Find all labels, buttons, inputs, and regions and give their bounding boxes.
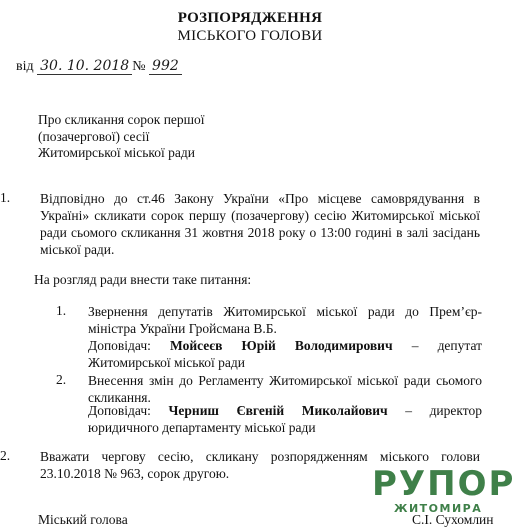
agenda-item-text: Звернення депутатів Житомирської міської ради до Прем’єр-міністра України Гройсмана В.Б. bbox=[88, 304, 482, 336]
date-line bbox=[16, 58, 182, 75]
signature-label: Міський голова bbox=[38, 512, 128, 527]
signature-name: С.І. Сухомлин bbox=[412, 512, 494, 527]
agenda-item-number: 1. bbox=[56, 303, 67, 318]
agenda-intro: На розгляд ради внести таке питання: bbox=[34, 272, 252, 287]
document-subtitle: МІСЬКОГО ГОЛОВИ bbox=[177, 28, 323, 44]
reporter-label: Доповідач: bbox=[88, 338, 151, 353]
watermark-logo bbox=[372, 464, 515, 526]
subject-line: Про скликання сорок першої bbox=[38, 112, 205, 127]
reporter-role: – директор юридичного департаменту міської ради bbox=[88, 403, 483, 435]
document-subject bbox=[38, 112, 205, 162]
document-title: РОЗПОРЯДЖЕННЯ bbox=[177, 10, 323, 26]
item-text: Вважати чергову сесію, скликану розпорядженням міського голови 23.10.2018 № 963, сорок другою. bbox=[40, 449, 480, 481]
agenda-item-text: Внесення змін до Регламенту Житомирської міської ради сьомого скликання. bbox=[88, 373, 482, 405]
reporter-role: – депутат Житомирської міської ради bbox=[88, 338, 483, 370]
reporter-name: Черниш Євгеній Миколайович bbox=[168, 403, 388, 418]
watermark-top: РУПОР bbox=[372, 464, 515, 504]
date-prefix: від bbox=[16, 59, 34, 74]
number-label: № bbox=[132, 59, 146, 74]
agenda-item-number: 2. bbox=[56, 372, 67, 387]
subject-line: Житомирської міської ради bbox=[38, 145, 195, 160]
reporter-label: Доповідач: bbox=[88, 403, 151, 418]
handwritten-number: 992 bbox=[149, 58, 182, 75]
item-text: Відповідно до ст.46 Закону України «Про місцеве самоврядування в Україні» скликати сорок першу (позачергову) сесію Житомирської міської ради сьомого скликання 31 жовтня 2018 року о 13:00 годині в залі засідань міської ради. bbox=[40, 191, 480, 257]
subject-line: (позачергової) сесії bbox=[38, 128, 150, 144]
item-number: 1. bbox=[0, 190, 11, 205]
item-number: 2. bbox=[0, 448, 11, 463]
reporter-name: Мойсеєв Юрій Володимирович bbox=[170, 338, 393, 353]
handwritten-date: 30. 10. 2018 bbox=[37, 58, 132, 75]
agenda-reporter bbox=[88, 337, 482, 371]
watermark-bottom: ЖИТОМИРА bbox=[394, 502, 483, 515]
agenda-reporter bbox=[88, 402, 482, 436]
